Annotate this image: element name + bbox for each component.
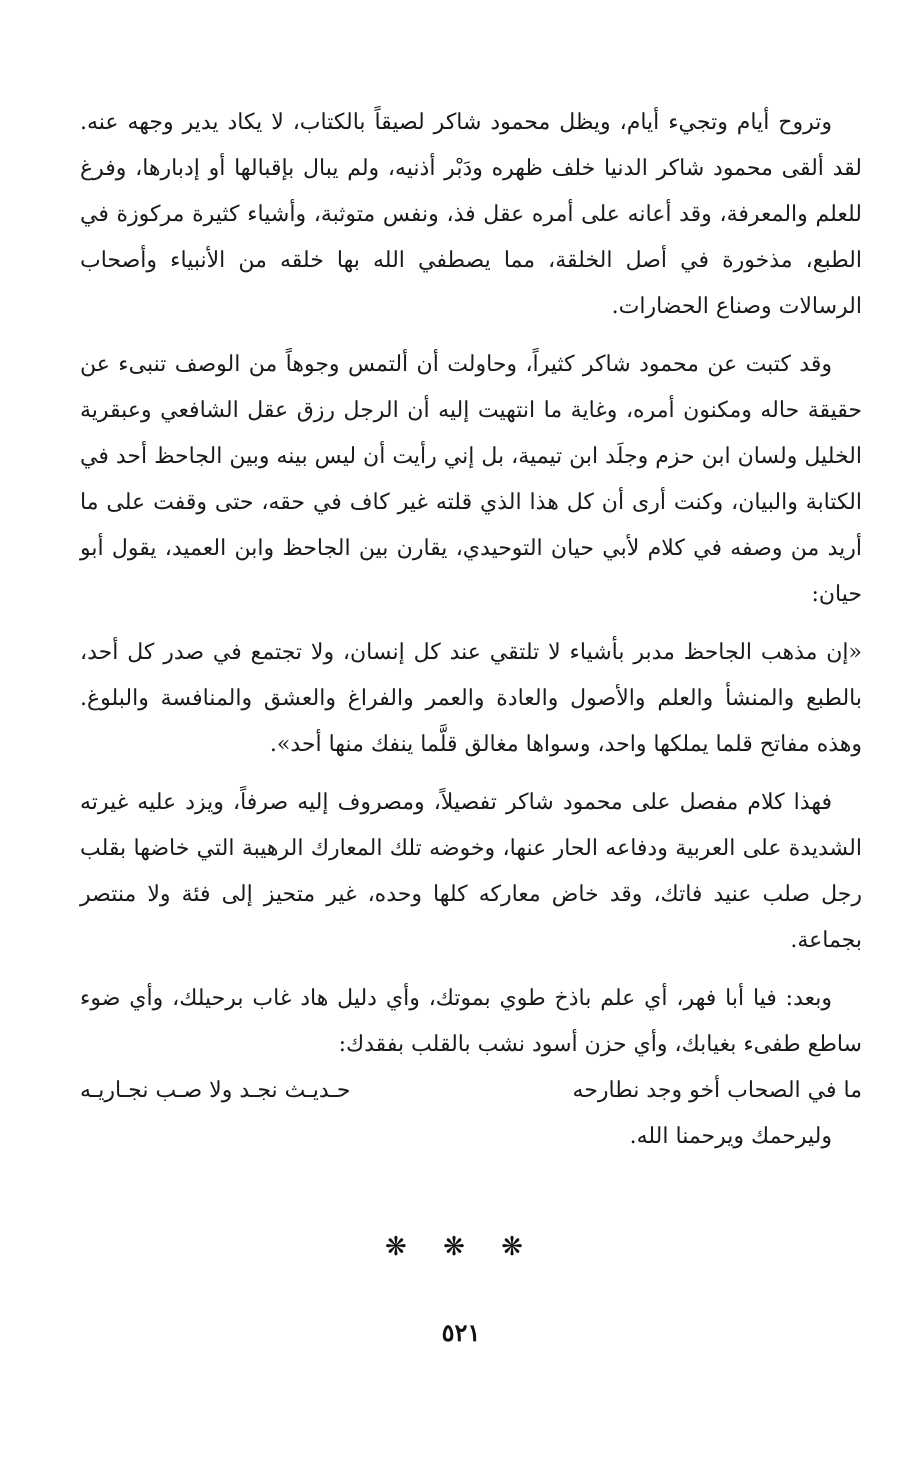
- paragraph-1: وتروح أيام وتجيء أيام، ويظل محمود شاكر لصيقاً بالكتاب، لا يكاد يدير وجهه عنه. لقد ألقى محمود شاكر الدنيا خلف ظهره ودَبْر أذنيه، ولم يبال بإقبالها أو إدبارها، وفرغ للعلم والمعرفة، وقد أعانه على أمره عقل فذ، ونفس متوثبة، وأشياء كثيرة مركوزة في الطبع، مذخورة في أصل الخلقة، مما يصطفي الله بها خلقه من الأنبياء وأصحاب الرسالات وصناع الحضارات.: [80, 110, 862, 319]
- quote-paragraph: «إن مذهب الجاحظ مدبر بأشياء لا تلتقي عند كل إنسان، ولا تجتمع في صدر كل أحد، بالطبع والمنشأ والعلم والأصول والعادة والعمر والفراغ والعشق والمنافسة والبلوغ. وهذه مفاتح قلما يملكها واحد، وسواها مغالق قلَّما ينفك منها أحد».: [80, 640, 862, 757]
- poetry-verse: [80, 1068, 862, 1114]
- page-number: ٥٢١: [441, 1318, 481, 1347]
- verse-first-hemistich: ما في الصحاب أخو وجد نطارحه: [572, 1078, 862, 1103]
- verse-second-hemistich: حـديـث نجـد ولا صـب نجـاريـه: [80, 1078, 351, 1103]
- paragraph-5: وبعد: فيا أبا فهر، أي علم باذخ طوي بموتك، وأي دليل هاد غاب برحيلك، وأي ضوء ساطع طفىء بغيابك، وأي حزن أسود نشب بالقلب بفقدك:: [80, 986, 862, 1057]
- page-body: [80, 100, 862, 1174]
- paragraph-4: فهذا كلام مفصل على محمود شاكر تفصيلاً، ومصروف إليه صرفاً، ويزد عليه غيرته الشديدة على العربية ودفاعه الحار عنها، وخوضه تلك المعارك الرهيبة التي خاضها بقلب رجل صلب عنيد فاتك، وقد خاض معاركه كلها وحده، غير متحيز إلى فئة ولا منتصر بجماعة.: [80, 790, 862, 953]
- paragraph-2: وقد كتبت عن محمود شاكر كثيراً، وحاولت أن ألتمس وجوهاً من الوصف تنبىء عن حقيقة حاله ومكنون أمره، وغاية ما انتهيت إليه أن الرجل رزق عقل الشافعي وعبقرية الخليل ولسان ابن حزم وجلَد ابن تيمية، بل إني رأيت أن ليس بينه وبين الجاحظ أحد في الكتابة والبيان، وكنت أرى أن كل هذا الذي قلته غير كاف في حقه، حتى وقفت على ما أريد من وصفه في كلام لأبي حيان التوحيدي، يقارن بين الجاحظ وابن العميد، يقول أبو حيان:: [80, 352, 862, 607]
- closing-line: وليرحمك ويرحمنا الله.: [629, 1124, 832, 1149]
- section-separator: ❋ ❋ ❋: [385, 1232, 537, 1262]
